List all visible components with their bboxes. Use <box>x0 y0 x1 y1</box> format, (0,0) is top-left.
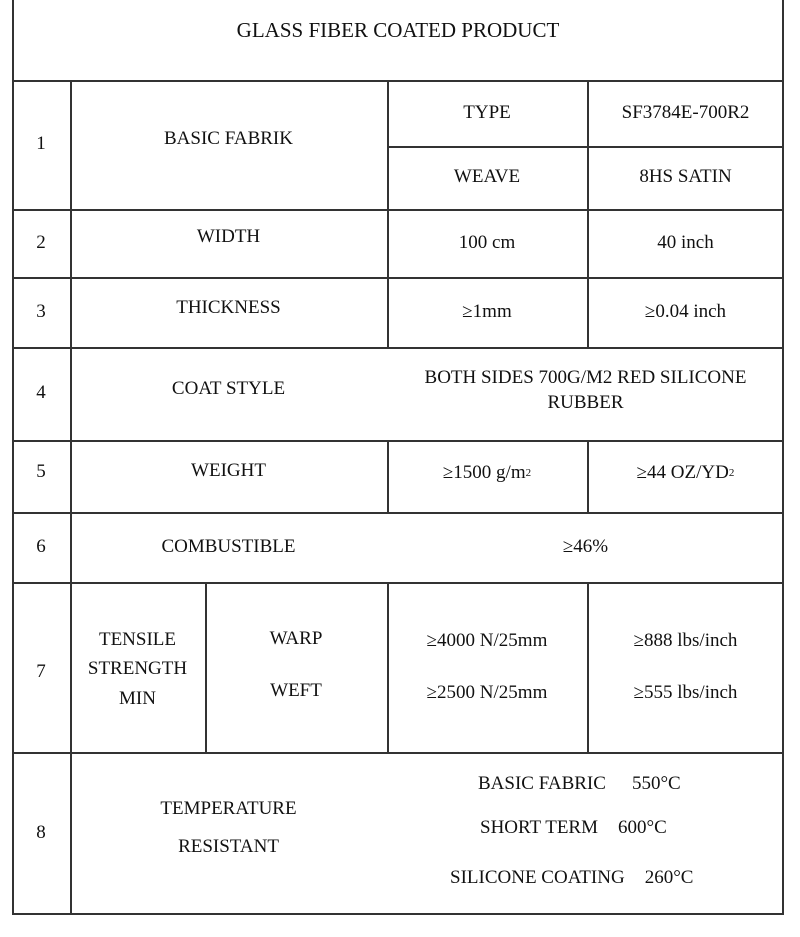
label-line: RESISTANT <box>178 835 279 857</box>
weight-metric: ≥1500 g/m 2 <box>387 440 587 512</box>
row-number: 8 <box>36 822 46 844</box>
weight-imperial: ≥44 OZ/YD 2 <box>587 440 784 512</box>
warp-metric: ≥4000 N/25mm <box>426 629 548 651</box>
row-label: COMBUSTIBLE <box>161 535 296 557</box>
label-line: TEMPERATURE <box>160 798 297 820</box>
warp-label: WARP <box>269 627 323 649</box>
temp-label: SHORT TERM <box>480 816 598 838</box>
table-title: GLASS FIBER COATED PRODUCT <box>236 18 560 43</box>
row-label: WEIGHT <box>191 459 266 481</box>
temp-silicone-coating <box>450 858 770 898</box>
temp-value: 260°C <box>644 866 694 888</box>
weft-imperial: ≥555 lbs/inch <box>633 681 738 703</box>
weave-label: WEAVE <box>453 166 521 188</box>
weight-metric-text: ≥1500 g/m <box>442 461 526 483</box>
coat-style-line-2: RUBBER <box>547 391 624 413</box>
row-label <box>70 752 387 915</box>
row-number: 6 <box>36 535 46 557</box>
row-number: 1 <box>36 133 46 155</box>
weight-imperial-text: ≥44 OZ/YD <box>636 461 729 483</box>
row-label <box>70 582 205 752</box>
type-label: TYPE <box>463 101 511 123</box>
row-label: THICKNESS <box>176 296 281 318</box>
coat-style-value <box>387 347 784 440</box>
label-line: TENSILE <box>98 628 177 650</box>
temp-short-term <box>480 808 780 848</box>
weft-metric: ≥2500 N/25mm <box>426 681 548 703</box>
temp-value: 600°C <box>618 816 667 838</box>
temp-label: SILICONE COATING <box>450 866 625 888</box>
warp-imperial: ≥888 lbs/inch <box>633 629 738 651</box>
weft-label: WEFT <box>270 679 322 701</box>
width-imperial: 40 inch <box>657 231 714 253</box>
row-number: 2 <box>36 231 46 253</box>
label-line: MIN <box>119 687 156 709</box>
row-label: BASIC FABRIK <box>164 128 293 150</box>
thickness-metric: ≥1mm <box>462 300 512 322</box>
label-line: STRENGTH <box>87 658 188 680</box>
row-number: 5 <box>36 460 46 482</box>
temp-value: 550°C <box>631 772 681 794</box>
row-label: WIDTH <box>196 225 261 247</box>
row-number: 4 <box>36 382 46 404</box>
weave-value: 8HS SATIN <box>639 166 732 188</box>
combustible-value: ≥46% <box>562 535 609 557</box>
width-metric: 100 cm <box>458 231 516 253</box>
temp-label: BASIC FABRIC <box>478 772 606 794</box>
row-number: 7 <box>36 660 46 682</box>
coat-style-line-1: BOTH SIDES 700G/M2 RED SILICONE <box>424 366 747 388</box>
type-value: SF3784E-700R2 <box>621 101 750 123</box>
temp-basic-fabric <box>478 764 778 804</box>
row-label: COAT STYLE <box>171 378 286 400</box>
thickness-imperial: ≥0.04 inch <box>644 300 727 322</box>
row-number: 3 <box>36 300 46 322</box>
